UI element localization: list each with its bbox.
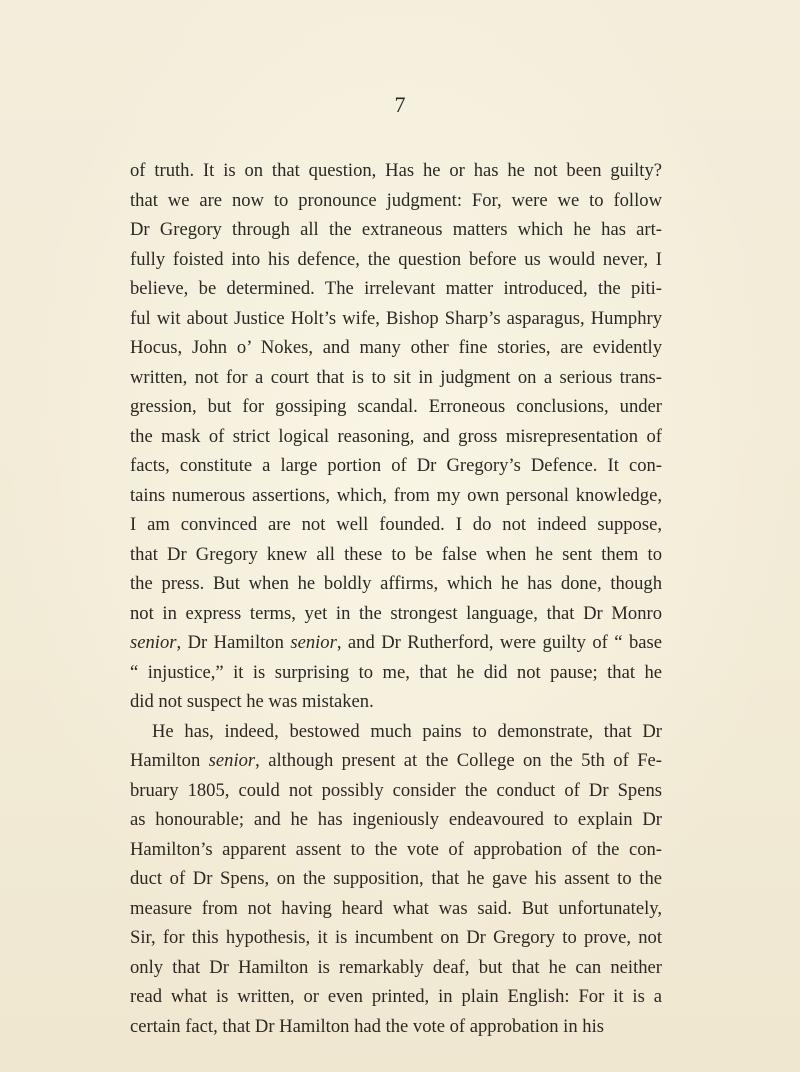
text-line: [130, 333, 662, 363]
text-line: [130, 392, 662, 422]
text-span: facts, constitute a large portion of Dr Gregory’s Defence. It con-: [130, 455, 662, 476]
text-span: the press. But when he boldly affirms, which he has done, though: [130, 573, 662, 594]
text-line: [130, 569, 662, 599]
text-line: [130, 481, 662, 511]
text-span: only that Dr Hamilton is remarkably deaf, but that he can neither: [130, 956, 662, 978]
text-line: [130, 363, 662, 393]
text-line: [130, 422, 662, 452]
text-line: [130, 805, 662, 835]
text-span: Hamilton: [130, 750, 209, 771]
text-line: [130, 304, 662, 334]
text-span: ful wit about Justice Holt’s wife, Bishop Sharp’s asparagus, Humphry: [130, 307, 662, 329]
italic-text: senior: [130, 632, 177, 653]
text-line: [130, 628, 662, 658]
text-span: fully foisted into his defence, the question before us would never, I: [130, 248, 662, 270]
text-line: [130, 746, 662, 776]
page-number: 7: [394, 92, 406, 117]
text-span: that Dr Gregory knew all these to be false when he sent them to: [130, 543, 662, 565]
body-text: [130, 156, 662, 1041]
text-line: [130, 215, 662, 245]
text-line: [130, 510, 662, 540]
text-line: [130, 923, 662, 953]
text-span: duct of Dr Spens, on the supposition, that he gave his assent to the: [130, 868, 662, 889]
text-line: [130, 451, 662, 481]
italic-text: senior: [290, 632, 337, 653]
text-span: tains numerous assertions, which, from my own personal knowledge,: [130, 484, 662, 506]
text-span: “ injustice,” it is surprising to me, that he did not pause; that he: [130, 661, 662, 683]
text-line: [130, 540, 662, 570]
text-span: Hocus, John o’ Nokes, and many other fine stories, are evidently: [130, 337, 662, 358]
text-span: as honourable; and he has ingeniously endeavoured to explain Dr: [130, 809, 662, 830]
text-line: [130, 245, 662, 275]
text-span: , Dr Hamilton: [176, 632, 291, 653]
text-line: [130, 687, 662, 717]
text-span: believe, be determined. The irrelevant matter introduced, the piti-: [130, 278, 662, 299]
text-span: read what is written, or even printed, in plain English: For it is a: [130, 986, 662, 1007]
text-span: the mask of strict logical reasoning, and gross misrepresentation of: [130, 425, 662, 447]
text-span: that we are now to pronounce judgment: For, were we to follow: [130, 189, 662, 211]
text-span: written, not for a court that is to sit in judgment on a serious trans-: [130, 366, 662, 388]
text-span: did not suspect he was mistaken.: [130, 691, 374, 712]
text-line: [130, 599, 662, 629]
text-line: [130, 274, 662, 304]
text-span: , and Dr Rutherford, were guilty of “ base: [336, 632, 662, 653]
text-line: [130, 658, 662, 688]
text-line: [130, 894, 662, 924]
text-span: not in express terms, yet in the strongest language, that Dr Monro: [130, 602, 662, 624]
text-span: , although present at the College on the 5th of Fe-: [255, 750, 662, 771]
text-span: Dr Gregory through all the extraneous matters which he has art-: [130, 219, 662, 240]
text-span: measure from not having heard what was said. But unfortunately,: [130, 897, 662, 919]
text-line: [130, 953, 662, 983]
text-span: certain fact, that Dr Hamilton had the vote of approbation in his: [130, 1015, 604, 1037]
text-line: [130, 717, 662, 747]
text-span: gression, but for gossiping scandal. Erroneous conclusions, under: [130, 396, 662, 417]
text-span: of truth. It is on that question, Has he or has he not been guilty?: [130, 160, 662, 181]
text-line: [130, 1012, 662, 1042]
text-line: [130, 776, 662, 806]
text-span: He has, indeed, bestowed much pains to demonstrate, that Dr: [152, 720, 662, 742]
text-span: I am convinced are not well founded. I do not indeed suppose,: [130, 514, 662, 535]
text-span: bruary 1805, could not possibly consider the conduct of Dr Spens: [130, 779, 662, 801]
text-span: Hamilton’s apparent assent to the vote of approbation of the con-: [130, 838, 662, 860]
text-line: [130, 156, 662, 186]
text-span: Sir, for this hypothesis, it is incumbent on Dr Gregory to prove, not: [130, 927, 662, 948]
text-line: [130, 835, 662, 865]
text-line: [130, 186, 662, 216]
italic-text: senior: [208, 750, 256, 771]
text-line: [130, 982, 662, 1012]
text-line: [130, 864, 662, 894]
